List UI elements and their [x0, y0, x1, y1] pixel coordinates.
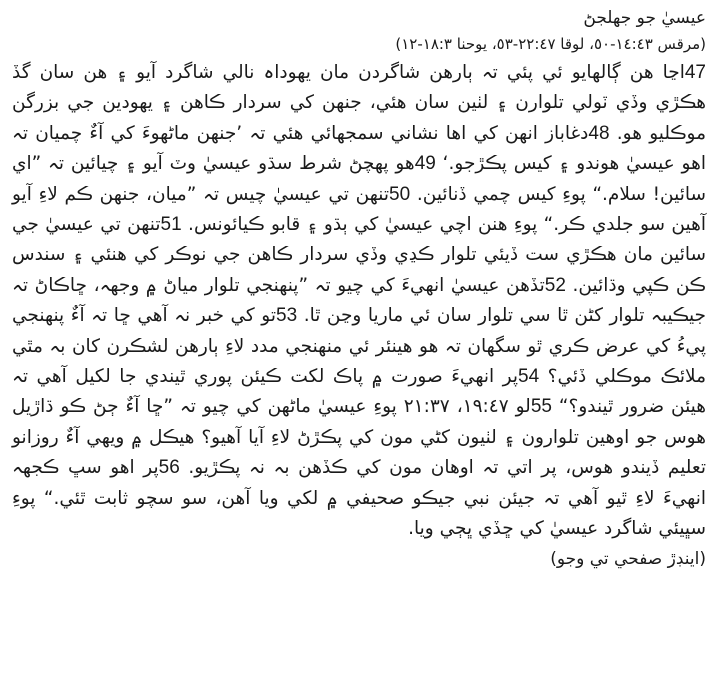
verse-number: 51 — [160, 214, 182, 236]
verse-number: 52 — [544, 274, 566, 296]
verse-number: 55 — [530, 396, 552, 418]
verse-text: اڃا هن ڳالهايو ئي پئي تہ ٻارهن شاگردن مان يهوداہ نالي شاگرد آيو ۽ هن سان گڏ هڪڙي وڏي ٽولي تلوارن ۽ لٺين سان هئي، جنهن کي سردار ڪاهن ۽ يهودين جي بزرگن موڪليو هو. — [12, 62, 706, 144]
verse-text: پر اهو سڀ ڪجهہ انهيءَ لاءِ ٿيو آهي تہ جيئن نبي جيڪو صحيفي ۾ لکي ويا آهن، سو سچو ثابت ٿئي.“ پوءِ سڀيئي شاگرد عيسيٰ کي ڇڏي ڀڄي ويا. — [12, 457, 706, 540]
passage-paragraph — [12, 58, 706, 545]
verse-text: تڏهن عيسيٰ انهيءَ کي چيو تہ ”پنهنجي تلوار مياڻ ۾ وجهہ، ڇاڪاڻ تہ جيڪيبہ تلوار کڻن ٿا سي تلوار سان ئي ماريا وڃن ٿا. — [12, 274, 706, 327]
verse-number: 50 — [389, 183, 411, 205]
verse-number: 56 — [158, 457, 180, 479]
verse-text: دغاباز انهن کي اها نشاني سمجهائي هئي تہ ’جنهن ماڻهوءَ کي آءٌ چميان تہ اهو عيسيٰ هوندو ۽ کيس پڪڙجو.‘ — [12, 122, 706, 175]
verse-number: 54 — [518, 366, 540, 388]
cross-references: (مرقس ١٤:٤٣-‏٥٠، لوقا ٢٢:٤٧-‏٥٣، يوحنا ١٨:٣-‏١٢) — [395, 35, 706, 53]
section-heading: عيسيٰ جو جهلجڻ — [583, 8, 706, 28]
verse-text: پر انهيءَ صورت ۾ پاڪ لکت ڪيئن پوري ٿيندي جا لکيل آهي تہ هيئن ضرور ٿيندو؟“ — [12, 366, 707, 418]
verse-text: تنهن تي عيسيٰ جي سائين مان هڪڙي ست ڏيئي تلوار ڪڍي وڏي سردار ڪاهن جي نوڪر کي هنئي ۽ سندس ڪن ڪپي وڌائين. — [12, 214, 706, 296]
verse-text: هو پهچڻ شرط سڌو عيسيٰ وٽ آيو ۽ چيائين تہ ”اي سائين! سلام.“ پوءِ کيس چمي ڏنائين. — [12, 153, 707, 205]
verse-number: 47 — [684, 62, 706, 83]
continued-note: (اينڊڙ صفحي تي وجو) — [550, 548, 706, 569]
verse-text: تنهن تي عيسيٰ چيس تہ ”ميان، جنهن ڪم لاءِ آيو آهين سو جلدي ڪر.“ پوءِ هنن اچي عيسيٰ کي ٻڌو ۽ قابو ڪيائونس. — [12, 183, 706, 236]
verse-number: 49 — [414, 153, 436, 175]
verse-text: تو کي خبر نہ آهي ڇا تہ آءٌ پنهنجي پيءُ کي عرض ڪري ٿو سگهان تہ هو هينئر ئي منهنجي مدد لاءِ ٻارهن لشڪرن کان بہ مٿي ملائڪ موڪلي ڏئي؟ — [12, 305, 706, 388]
verse-number: 53 — [276, 305, 298, 327]
verse-number: 48 — [588, 122, 610, 144]
verse-text: لو ١٩:٤٧، ٢١:٣٧ پوءِ عيسيٰ ماڻهن کي چيو تہ ”ڇا آءٌ ڄڻ ڪو ڌاڙيل هوس جو اوهين تلوارون ۽ لٺيون کڻي مون کي پڪڙڻ لاءِ آيا آهيو؟ هيڪل ۾ ويهي آءٌ روزانو تعليم ڏيندو هوس، پر اتي تہ اوهان مون کي ڪڏهن بہ نہ پڪڙيو. — [12, 396, 706, 479]
